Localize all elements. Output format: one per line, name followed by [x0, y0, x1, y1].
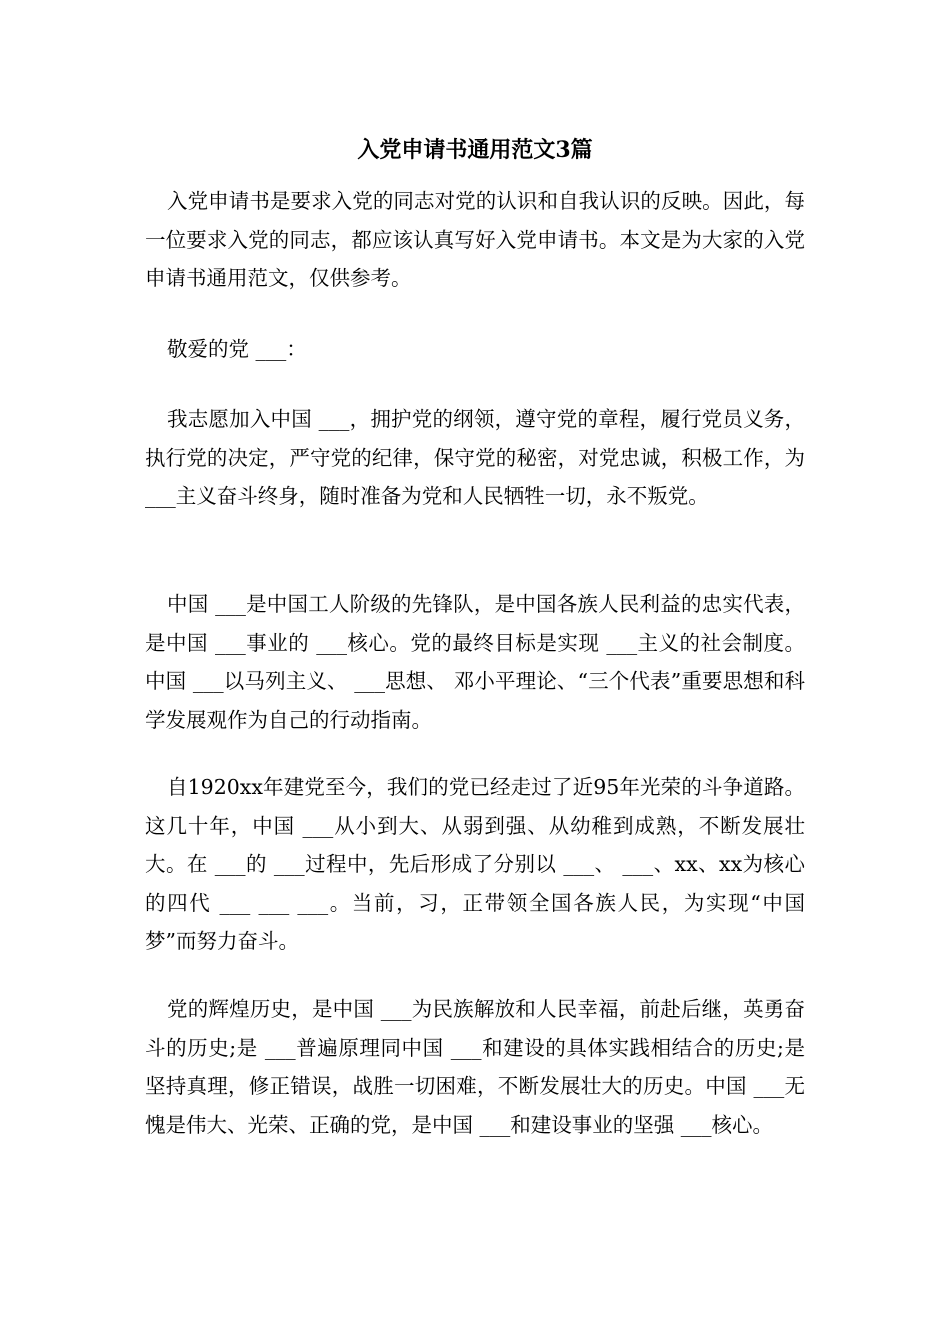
intro-paragraph: 入党申请书是要求入党的同志对党的认识和自我认识的反映。因此，每一位要求入党的同志，都应该认真写好入党申请书。本文是为大家的入党申请书通用范文，仅供参考。	[145, 189, 805, 290]
body-paragraph-2: 中国 ___是中国工人阶级的先锋队，是中国各族人民利益的忠实代表，是中国 ___事业的 ___核心。党的最终目标是实现 ___主义的社会制度。中国 ___以马列主义、 ___思想、 邓小平理论、“三个代表”重要思想和科学发展观作为自己的行动指南。	[145, 592, 805, 732]
body-paragraph-3: 自1920xx年建党至今，我们的党已经走过了近95年光荣的斗争道路。这几十年，中国 ___从小到大、从弱到强、从幼稚到成熟，不断发展壮大。在 ___的 ___过程中，先后形成了分别以 ___、 ___、xx、xx为核心的四代 ___ ___ ___。当前，习，正带领全国各族人民，为实现“中国梦”而努力奋斗。	[145, 775, 805, 953]
salutation: 敬爱的党 ___：	[167, 337, 307, 361]
body-paragraph-1: 我志愿加入中国 ___，拥护党的纲领，遵守党的章程，履行党员义务，执行党的决定，严守党的纪律，保守党的秘密，对党忠诚，积极工作，为 ___主义奋斗终身，随时准备为党和人民牺牲一切，永不叛党。	[145, 407, 805, 508]
body-paragraph-4: 党的辉煌历史，是中国 ___为民族解放和人民幸福，前赴后继，英勇奋斗的历史;是 ___普遍原理同中国 ___和建设的具体实践相结合的历史;是坚持真理，修正错误，战胜一切困难，不断发展壮大的历史。中国 ___无愧是伟大、光荣、正确的党，是中国 ___和建设事业的坚强 ___核心。	[145, 997, 805, 1137]
document-title: 入党申请书通用范文3篇	[357, 137, 593, 163]
